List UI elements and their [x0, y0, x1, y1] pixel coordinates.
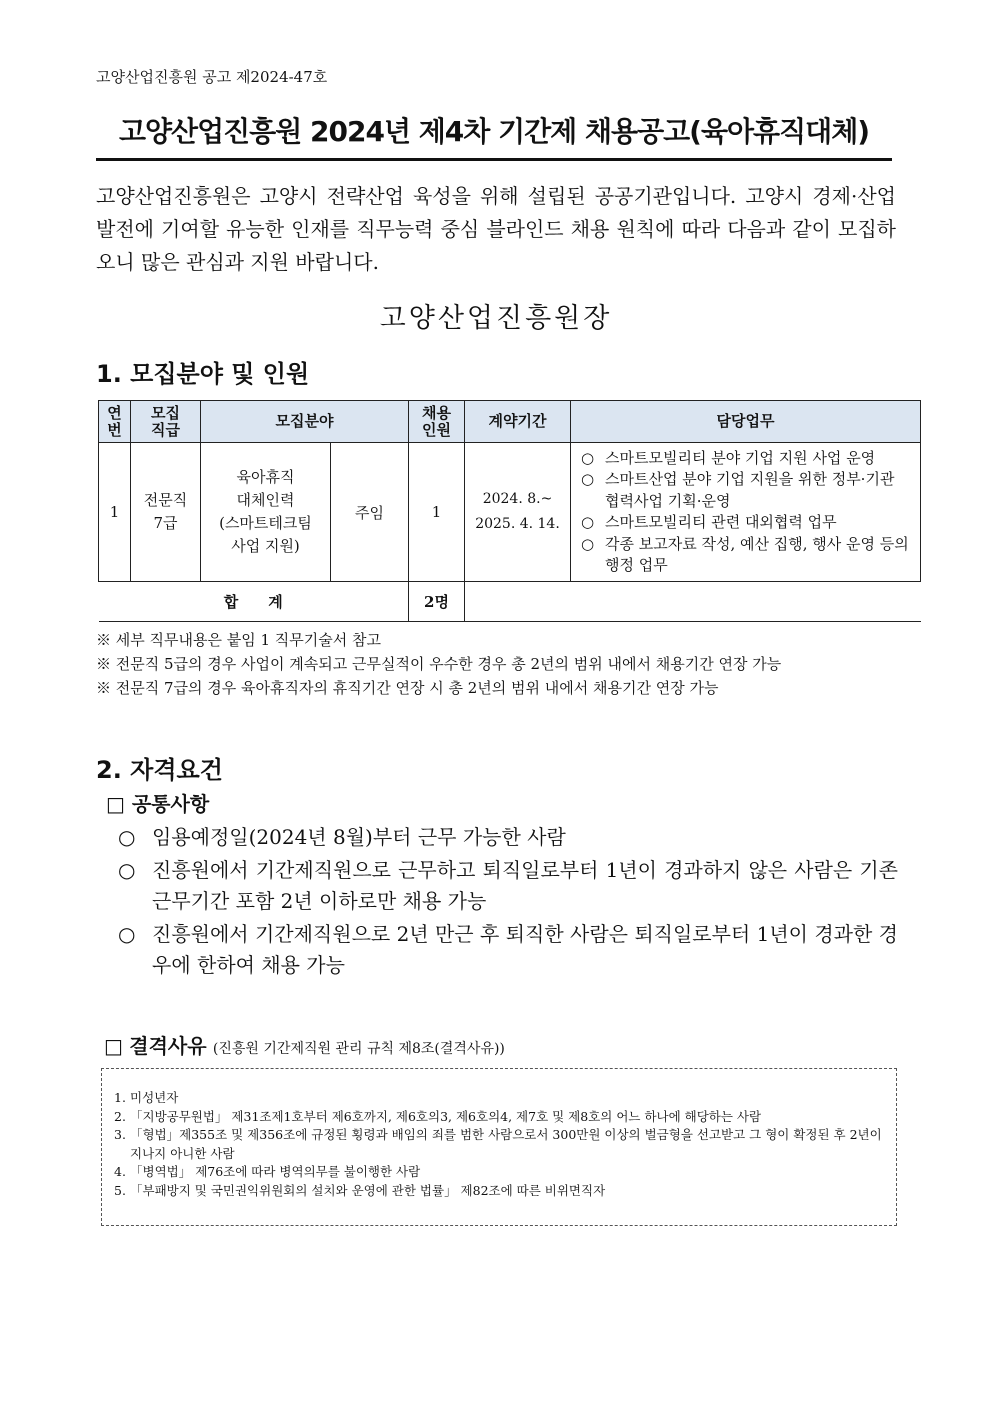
duty-marker: ○	[581, 448, 595, 467]
table-header-row	[99, 401, 921, 443]
item-text: 진흥원에서 기간제직원으로 근무하고 퇴직일로부터 1년이 경과하지 않은 사람은 기존 근무기간 포함 2년 이하로만 채용 가능	[152, 858, 898, 913]
list-item	[114, 1182, 886, 1201]
cell-grade	[131, 443, 201, 582]
disqualification-note: (진흥원 기간제직원 관리 규칙 제8조(결격사유))	[212, 1041, 505, 1057]
table-total-row	[99, 582, 921, 622]
header-no	[99, 401, 131, 443]
list-item	[581, 512, 912, 534]
cell-total-label: 합 계	[99, 582, 409, 622]
common-requirements-heading: □ 공통사항	[106, 792, 210, 816]
table-row	[99, 443, 921, 582]
duty-marker: ○	[581, 513, 595, 531]
cell-total-value: 2명	[409, 582, 465, 622]
header-duty	[571, 401, 921, 443]
note-line: ※ 전문직 5급의 경우 사업이 계속되고 근무실적이 우수한 경우 총 2년의 범위 내에서 채용기간 연장 가능	[96, 655, 782, 673]
duty-text: 스마트모빌리티 분야 기업 지원 사업 운영	[605, 448, 876, 467]
section-2-heading: 2. 자격요건	[96, 756, 223, 784]
cell-duties	[571, 443, 921, 582]
intro-paragraph: 고양산업진흥원은 고양시 전략산업 육성을 위해 설립된 공공기관입니다. 고양시 경제·산업 발전에 기여할 유능한 인재를 직무능력 중심 블라인드 채용 원칙에 따라 다음과 같이 모집하오니 많은 관심과 지원 바랍니다.	[96, 184, 896, 274]
note-line: ※ 세부 직무내용은 붙임 1 직무기술서 참고	[96, 631, 381, 649]
item-text: 「형법」제355조 및 제356조에 규정된 횡령과 배임의 죄를 범한 사람으로서 300만원 이상의 벌금형을 선고받고 그 형이 확정된 후 2년이 지나지 아니한 사람	[130, 1127, 882, 1161]
list-item	[114, 1163, 886, 1182]
item-number: 3.	[114, 1127, 126, 1142]
cell-field-text: 육아휴직 대체인력 (스마트테크팀 사업 지원)	[219, 468, 312, 555]
header-field-text: 모집분야	[275, 412, 334, 430]
note-line: ※ 전문직 7급의 경우 육아휴직자의 휴직기간 연장 시 총 2년의 범위 내에서 채용기간 연장 가능	[96, 679, 719, 697]
list-item	[118, 822, 898, 853]
notice-number: 고양산업진흥원 공고 제2024-47호	[96, 68, 328, 86]
disqualification-heading	[104, 1030, 505, 1059]
cell-period	[465, 443, 571, 582]
list-item	[118, 919, 898, 981]
item-text: 「지방공무원법」 제31조제1호부터 제6호까지, 제6호의3, 제6호의4, 제7호 및 제8호의 어느 하나에 해당하는 사람	[130, 1108, 762, 1124]
header-count-text: 채용 인원	[422, 403, 451, 439]
item-text: 임용예정일(2024년 8월)부터 근무 가능한 사람	[152, 825, 566, 849]
disqualification-box	[101, 1068, 897, 1226]
item-text: 진흥원에서 기간제직원으로 2년 만근 후 퇴직한 사람은 퇴직일로부터 1년이 경과한 경우에 한하여 채용 가능	[152, 922, 898, 977]
duty-text: 스마트산업 분야 기업 지원을 위한 정부·기관 협력사업 기획·운영	[605, 470, 895, 510]
item-number: 4.	[114, 1164, 126, 1179]
duty-marker: ○	[581, 534, 595, 553]
list-item	[118, 855, 898, 917]
header-grade	[131, 401, 201, 443]
header-grade-text: 모집 직급	[151, 403, 180, 439]
disqualification-title: 결격사유	[129, 1034, 207, 1058]
item-number: 2.	[114, 1108, 126, 1124]
duty-text: 각종 보고자료 작성, 예산 집행, 행사 운영 등의 행정 업무	[605, 534, 909, 574]
list-item	[114, 1108, 886, 1127]
page-title: 고양산업진흥원 2024년 제4차 기간제 채용공고(육아휴직대체)	[96, 110, 892, 161]
list-item	[581, 469, 912, 512]
list-item	[114, 1126, 886, 1163]
duty-text: 스마트모빌리티 관련 대외협력 업무	[605, 513, 837, 531]
header-duty-text: 담당업무	[716, 412, 775, 430]
cell-role: 주임	[331, 443, 409, 582]
signer: 고양산업진흥원장	[379, 303, 613, 334]
list-item	[581, 534, 912, 577]
cell-period-text: 2024. 8.~ 2025. 4. 14.	[475, 491, 560, 532]
item-number: 1.	[114, 1090, 126, 1105]
cell-field	[201, 443, 331, 582]
item-text: 「병역법」 제76조에 따라 병역의무를 불이행한 사람	[130, 1164, 421, 1179]
cell-empty	[465, 582, 921, 622]
item-marker: ○	[118, 858, 136, 882]
common-requirements-list	[118, 822, 898, 983]
cell-count: 1	[409, 443, 465, 582]
list-item	[581, 448, 912, 470]
header-no-text: 연 번	[107, 403, 122, 439]
list-item	[114, 1089, 886, 1108]
item-number: 5.	[114, 1182, 126, 1198]
item-marker: ○	[118, 922, 136, 946]
cell-no: 1	[99, 443, 131, 582]
cell-grade-text: 전문직 7급	[143, 491, 188, 532]
item-marker: ○	[118, 825, 136, 849]
checkbox-mark: □	[104, 1034, 123, 1058]
header-period	[465, 401, 571, 443]
header-field	[201, 401, 409, 443]
recruitment-table	[98, 400, 921, 622]
item-text: 「부패방지 및 국민권익위원회의 설치와 운영에 관한 법률」 제82조에 따른 비위면직자	[130, 1182, 606, 1198]
header-period-text: 계약기간	[488, 412, 547, 430]
table-notes	[96, 628, 781, 700]
header-count	[409, 401, 465, 443]
item-text: 미성년자	[130, 1090, 179, 1105]
section-1-heading: 1. 모집분야 및 인원	[96, 360, 310, 388]
duty-marker: ○	[581, 470, 595, 488]
